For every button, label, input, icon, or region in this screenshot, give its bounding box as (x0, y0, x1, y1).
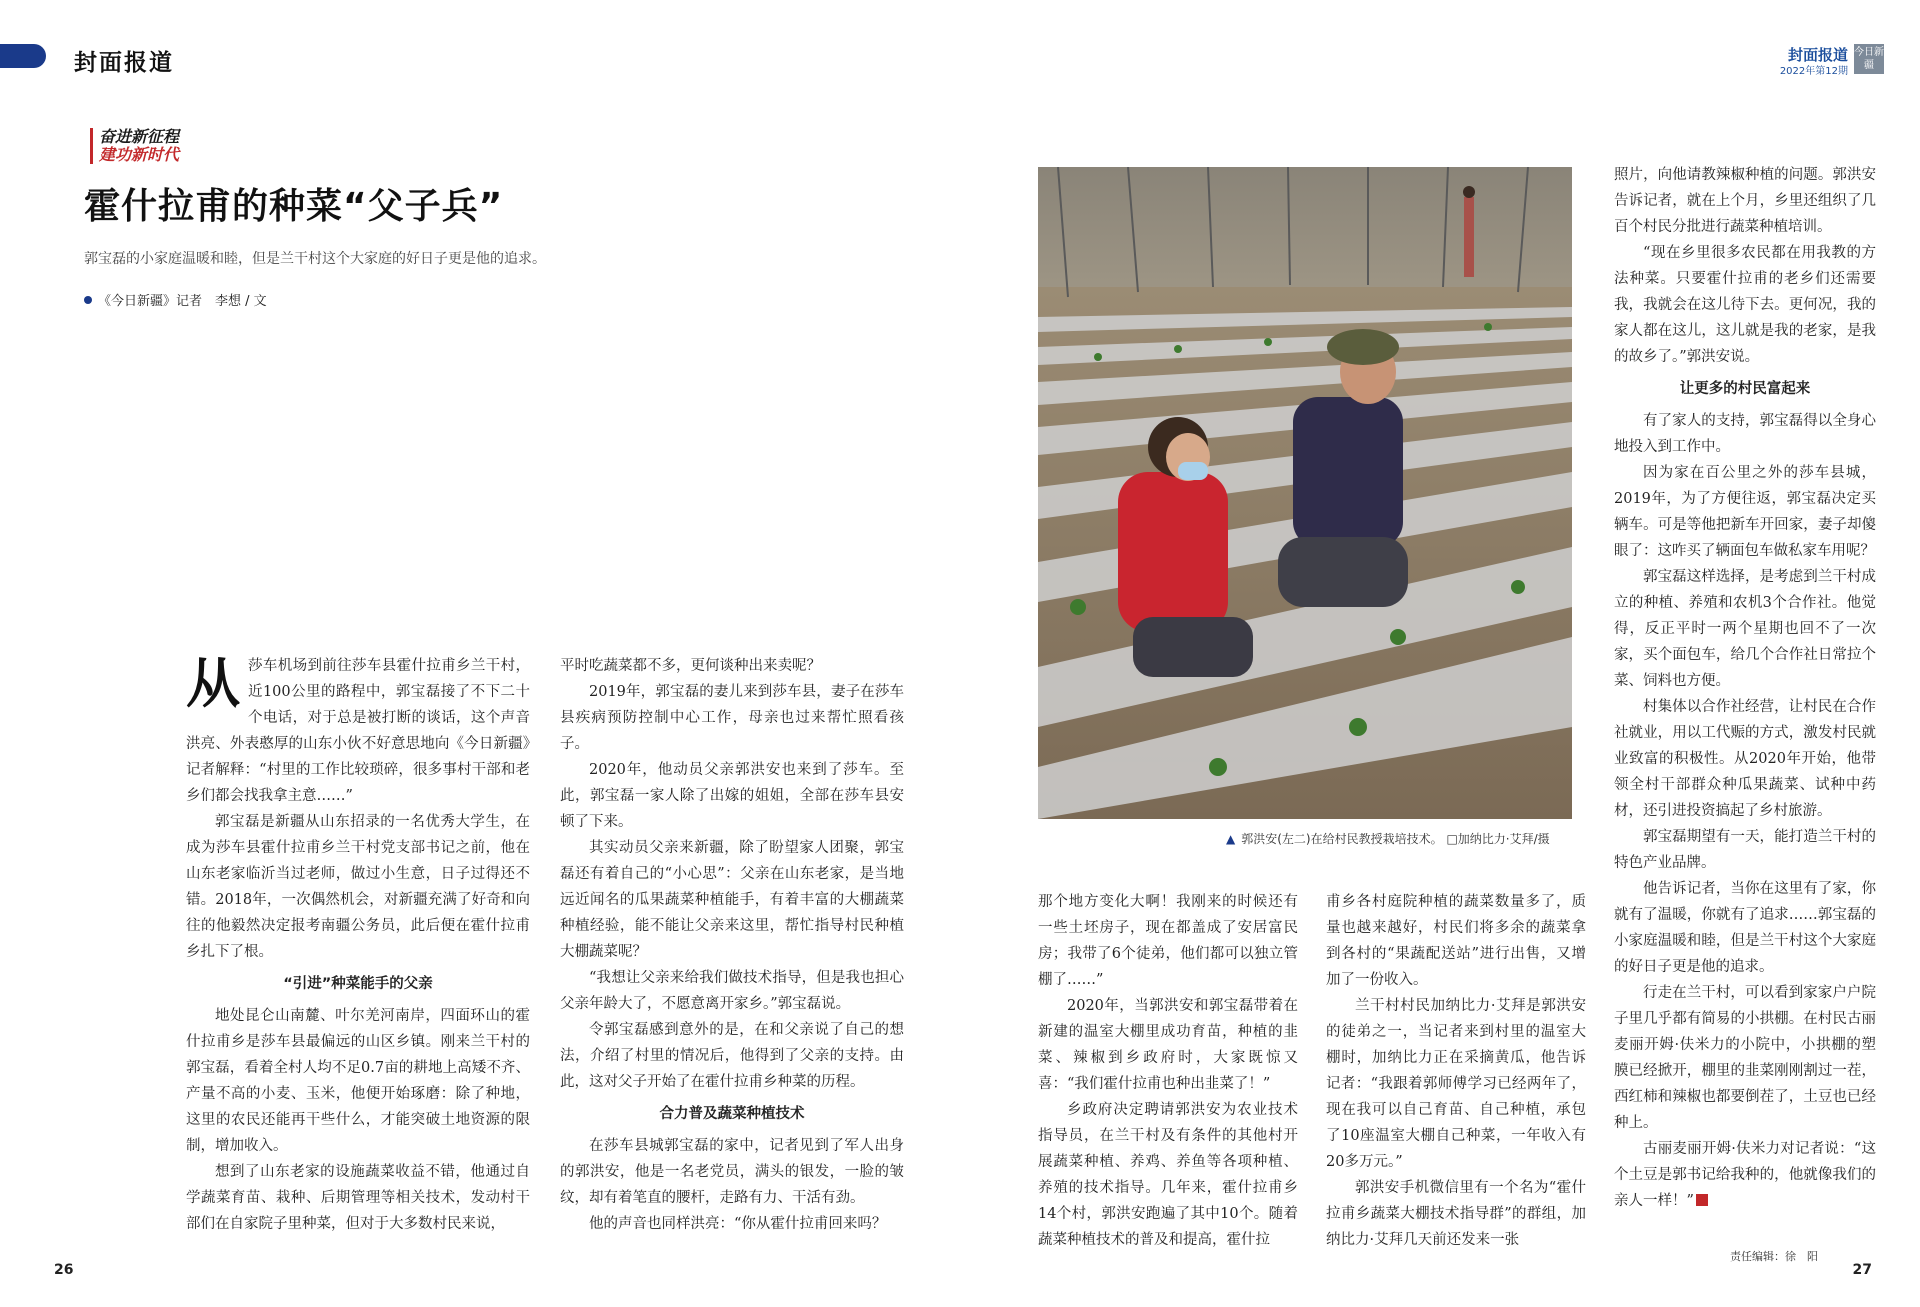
text-column-4 (1326, 889, 1586, 1253)
section-heading: “引进”种菜能手的父亲 (283, 976, 433, 992)
magazine-logo: 今日新疆 (1854, 44, 1884, 74)
paragraph: 他告诉记者，当你在这里有了家，你就有了温暖，你就有了追求……郭宝磊的小家庭温暖和睦，但是兰干村这个大家庭的好日子更是他的追求。 (1614, 881, 1876, 975)
paragraph: 其实动员父亲来新疆，除了盼望家人团聚，郭宝磊还有着自己的“小心思”：父亲在山东老家，是当地远近闻名的瓜果蔬菜种植能手，有着丰富的大棚蔬菜种植经验，能不能让父亲来这里，帮忙指导村民种植大棚蔬菜呢？ (560, 840, 904, 960)
text-column-3 (1038, 889, 1298, 1253)
paragraph: 村集体以合作社经营，让村民在合作社就业，用以工代赈的方式，激发村民就业致富的积极性。从2020年开始，他带领全村干部群众种瓜果蔬菜、试种中药材，还引进投资搞起了乡村旅游。 (1614, 699, 1876, 819)
paragraph: 他的声音也同样洪亮：“你从霍什拉甫回来吗？ (589, 1216, 887, 1232)
paragraph: 郭宝磊这样选择，是考虑到兰干村成立的种植、养殖和农机3个合作社。他觉得，反正平时一两个星期也回不了一次家，买个面包车，给几个合作社日常拉个菜、饲料也方便。 (1614, 569, 1876, 689)
paragraph: 乡政府决定聘请郭洪安为农业技术指导员，在兰干村及有条件的其他村开展蔬菜种植、养鸡、养鱼等各项种植、养殖的技术指导。几年来，霍什拉甫乡14个村，郭洪安跑遍了其中10个。随着蔬菜种植技术的普及和提高，霍什拉 (1038, 1102, 1298, 1248)
page-number-right: 27 (1852, 1262, 1872, 1278)
paragraph: 想到了山东老家的设施蔬菜收益不错，他通过自学蔬菜育苗、栽种、后期管理等相关技术，发动村干部们在自家院子里种菜，但对于大多数村民来说， (186, 1164, 530, 1232)
article-subtitle: 郭宝磊的小家庭温暖和睦，但是兰干村这个大家庭的好日子更是他的追求。 (84, 251, 546, 267)
paragraph: 甫乡各村庭院种植的蔬菜数量多了，质量也越来越好，村民们将多余的蔬菜拿到各村的“果蔬配送站”进行出售，又增加了一份收入。 (1326, 894, 1586, 988)
byline (84, 290, 267, 309)
paragraph: 平时吃蔬菜都不多，更何谈种出来卖呢？ (560, 658, 821, 674)
paragraph: 令郭宝磊感到意外的是，在和父亲说了自己的想法，介绍了村里的情况后，他得到了父亲的支持。由此，这对父子开始了在霍什拉甫乡种菜的历程。 (560, 1022, 904, 1090)
paragraph: 2020年，当郭洪安和郭宝磊带着在新建的温室大棚里成功育苗，种植的韭菜、辣椒到乡政府时，大家既惊又喜：“我们霍什拉甫也种出韭菜了！” (1038, 998, 1298, 1092)
paragraph: 莎车机场到前往莎车县霍什拉甫乡兰干村，近100公里的路程中，郭宝磊接了不下二十个电话，对于总是被打断的谈话，这个声音洪亮、外表憨厚的山东小伙不好意思地向《今日新疆》记者解释：“村里的工作比较琐碎，很多事村干部和老乡们都会找我拿主意……” (186, 658, 530, 804)
dropcap: 从 (186, 652, 240, 715)
series-line-2: 建功新时代 (99, 145, 180, 164)
paragraph: 照片，向他请教辣椒种植的问题。郭洪安告诉记者，就在上个月，乡里还组织了几百个村民分批进行蔬菜种植培训。 (1614, 167, 1876, 235)
photo-credit: □加纳比力·艾拜/摄 (1446, 832, 1550, 846)
paragraph: 郭宝磊期望有一天，能打造兰干村的特色产业品牌。 (1614, 829, 1876, 871)
paragraph: 行走在兰干村，可以看到家家户户院子里几乎都有简易的小拱棚。在村民古丽麦丽开姆·伕米力的小院中，小拱棚的塑膜已经掀开，棚里的韭菜刚刚割过一茬，西红柿和辣椒也都要倒茬了，土豆也已经种上。 (1614, 985, 1876, 1131)
text-column-5 (1614, 162, 1876, 1214)
paragraph: 在莎车县城郭宝磊的家中，记者见到了军人出身的郭洪安，他是一名老党员，满头的银发，一脸的皱纹，却有着笔直的腰杆，走路有力、干活有劲。 (560, 1138, 904, 1206)
issue-label: 2022年第12期 (1779, 66, 1848, 77)
end-mark-icon (1696, 1194, 1708, 1206)
greenhouse-photo (1038, 167, 1572, 819)
section-label-right: 封面报道 (1787, 46, 1848, 64)
section-heading: 让更多的村民富起来 (1679, 381, 1811, 397)
section-tab-marker (0, 44, 46, 68)
byline-bullet-icon (84, 296, 92, 304)
caption-text: 郭洪安(左二)在给村民教授栽培技术。 (1241, 832, 1443, 846)
series-tag (90, 128, 250, 164)
section-label-left: 封面报道 (74, 49, 174, 76)
paragraph: 郭宝磊是新疆从山东招录的一名优秀大学生，在成为莎车县霍什拉甫乡兰干村党支部书记之前，他在山东老家临沂当过老师，做过小生意，日子过得还不错。2018年，一次偶然机会，对新疆充满了好奇和向往的他毅然决定报考南疆公务员，此后便在霍什拉甫乡扎下了根。 (186, 814, 530, 960)
text-column-1 (186, 653, 530, 1237)
byline-text: 《今日新疆》记者 李想 / 文 (98, 294, 267, 309)
section-heading: 合力普及蔬菜种植技术 (659, 1106, 805, 1122)
paragraph: 因为家在百公里之外的莎车县城，2019年，为了方便往返，郭宝磊决定买辆车。可是等他把新车开回家，妻子却傻眼了：这咋买了辆面包车做私家车用呢？ (1614, 465, 1876, 559)
paragraph: “现在乡里很多农民都在用我教的方法种菜。只要霍什拉甫的老乡们还需要我，我就会在这儿待下去。更何况，我的家人都在这儿，这儿就是我的老家，是我的故乡了。”郭洪安说。 (1614, 245, 1876, 365)
photo-illustration (1038, 167, 1572, 819)
paragraph: 郭洪安手机微信里有一个名为“霍什拉甫乡蔬菜大棚技术指导群”的群组，加纳比力·艾拜几天前还发来一张 (1326, 1180, 1586, 1248)
paragraph: 地处昆仑山南麓、叶尔羌河南岸，四面环山的霍什拉甫乡是莎车县最偏远的山区乡镇。刚来兰干村的郭宝磊，看着全村人均不足0.7亩的耕地上高矮不齐、产量不高的小麦、玉米，他便开始琢磨：除了种地，这里的农民还能再干些什么，才能突破土地资源的限制，增加收入。 (186, 1008, 530, 1154)
photo-caption (1226, 830, 1550, 847)
article-title: 霍什拉甫的种菜“父子兵” (84, 186, 504, 227)
paragraph: 有了家人的支持，郭宝磊得以全身心地投入到工作中。 (1614, 413, 1876, 455)
caption-triangle-icon: ▲ (1226, 832, 1236, 846)
paragraph: 2019年，郭宝磊的妻儿来到莎车县，妻子在莎车县疾病预防控制中心工作，母亲也过来帮忙照看孩子。 (560, 684, 904, 752)
paragraph-last (1614, 1136, 1876, 1214)
text-column-2 (560, 653, 904, 1237)
paragraph: 兰干村村民加纳比力·艾拜是郭洪安的徒弟之一，当记者来到村里的温室大棚时，加纳比力正在采摘黄瓜，他告诉记者：“我跟着郭师傅学习已经两年了，现在我可以自己育苗、自己种植，承包了10座温室大棚自己种菜，一年收入有20多万元。” (1326, 998, 1586, 1170)
page-number-left: 26 (54, 1262, 74, 1278)
paragraph: 2020年，他动员父亲郭洪安也来到了莎车。至此，郭宝磊一家人除了出嫁的姐姐，全部在莎车县安顿了下来。 (560, 762, 904, 830)
paragraph: “我想让父亲来给我们做技术指导，但是我也担心父亲年龄大了，不愿意离开家乡。”郭宝磊说。 (560, 970, 904, 1012)
series-line-1: 奋进新征程 (99, 127, 180, 146)
responsible-editor: 责任编辑：徐 阳 (1730, 1250, 1818, 1263)
paragraph: 那个地方变化大啊！我刚来的时候还有一些土坯房子，现在都盖成了安居富民房；我带了6个徒弟，他们都可以独立管棚了……” (1038, 894, 1298, 988)
last-paragraph-text: 古丽麦丽开姆·伕米力对记者说：“这个土豆是郭书记给我种的，他就像我们的亲人一样！” (1614, 1141, 1876, 1209)
